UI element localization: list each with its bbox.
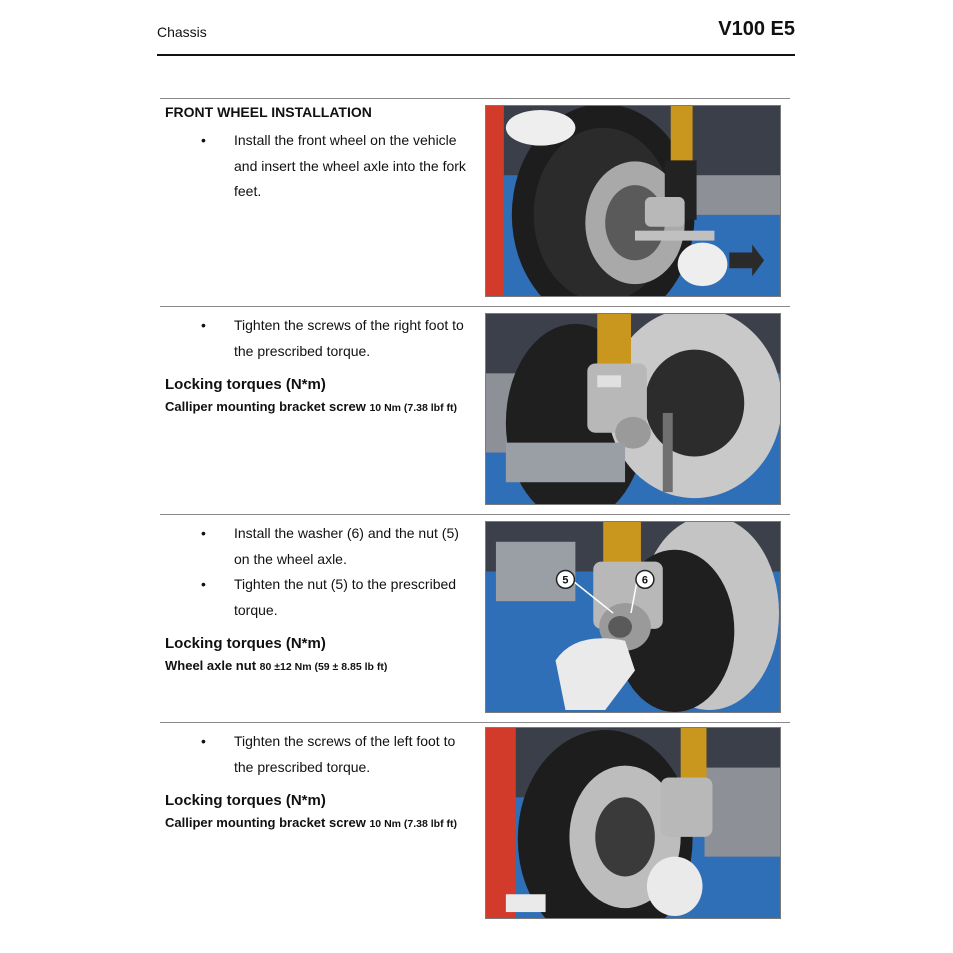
step-title: FRONT WHEEL INSTALLATION — [165, 104, 372, 120]
photo-right-foot-screws — [485, 313, 781, 505]
bullet-list — [165, 128, 477, 205]
step-text-2 — [165, 313, 477, 416]
page-header — [157, 14, 795, 56]
photo-wheel-axle-insert — [485, 105, 781, 297]
bullet-list — [165, 521, 477, 623]
step-row-4 — [160, 722, 790, 930]
callout-5: 5 — [562, 574, 569, 587]
step-text-1 — [165, 99, 477, 205]
torque-heading: Locking torques (N*m) — [165, 376, 326, 393]
list-item: • Install the front wheel on the vehicle and insert the wheel axle into the fork feet. — [201, 132, 466, 199]
list-item: • Tighten the nut (5) to the prescribed torque. — [201, 576, 457, 618]
step-text-3 — [165, 521, 477, 675]
torque-spec: Calliper mounting bracket screw 10 Nm (7.38 lbf ft) — [165, 399, 457, 414]
section-title: Chassis — [157, 24, 207, 40]
bullet-list — [165, 729, 477, 780]
list-item: • Tighten the screws of the right foot to the prescribed torque. — [201, 317, 464, 359]
photo-axle-nut-washer — [485, 521, 781, 713]
photo-left-foot-screws — [485, 727, 781, 919]
callout-6: 6 — [641, 574, 648, 587]
step-text-4 — [165, 729, 477, 832]
step-row-1 — [160, 98, 790, 306]
torque-spec: Wheel axle nut 80 ±12 Nm (59 ± 8.85 lb ft) — [165, 658, 388, 673]
step-row-2 — [160, 306, 790, 514]
list-item: • Tighten the screws of the left foot to the prescribed torque. — [201, 733, 456, 775]
torque-heading: Locking torques (N*m) — [165, 792, 326, 809]
model-title: V100 E5 — [718, 18, 795, 40]
list-item: • Install the washer (6) and the nut (5) on the wheel axle. — [201, 525, 459, 567]
step-row-3 — [160, 514, 790, 722]
torque-spec: Calliper mounting bracket screw 10 Nm (7.38 lbf ft) — [165, 815, 457, 830]
bullet-list — [165, 313, 477, 364]
torque-heading: Locking torques (N*m) — [165, 635, 326, 652]
